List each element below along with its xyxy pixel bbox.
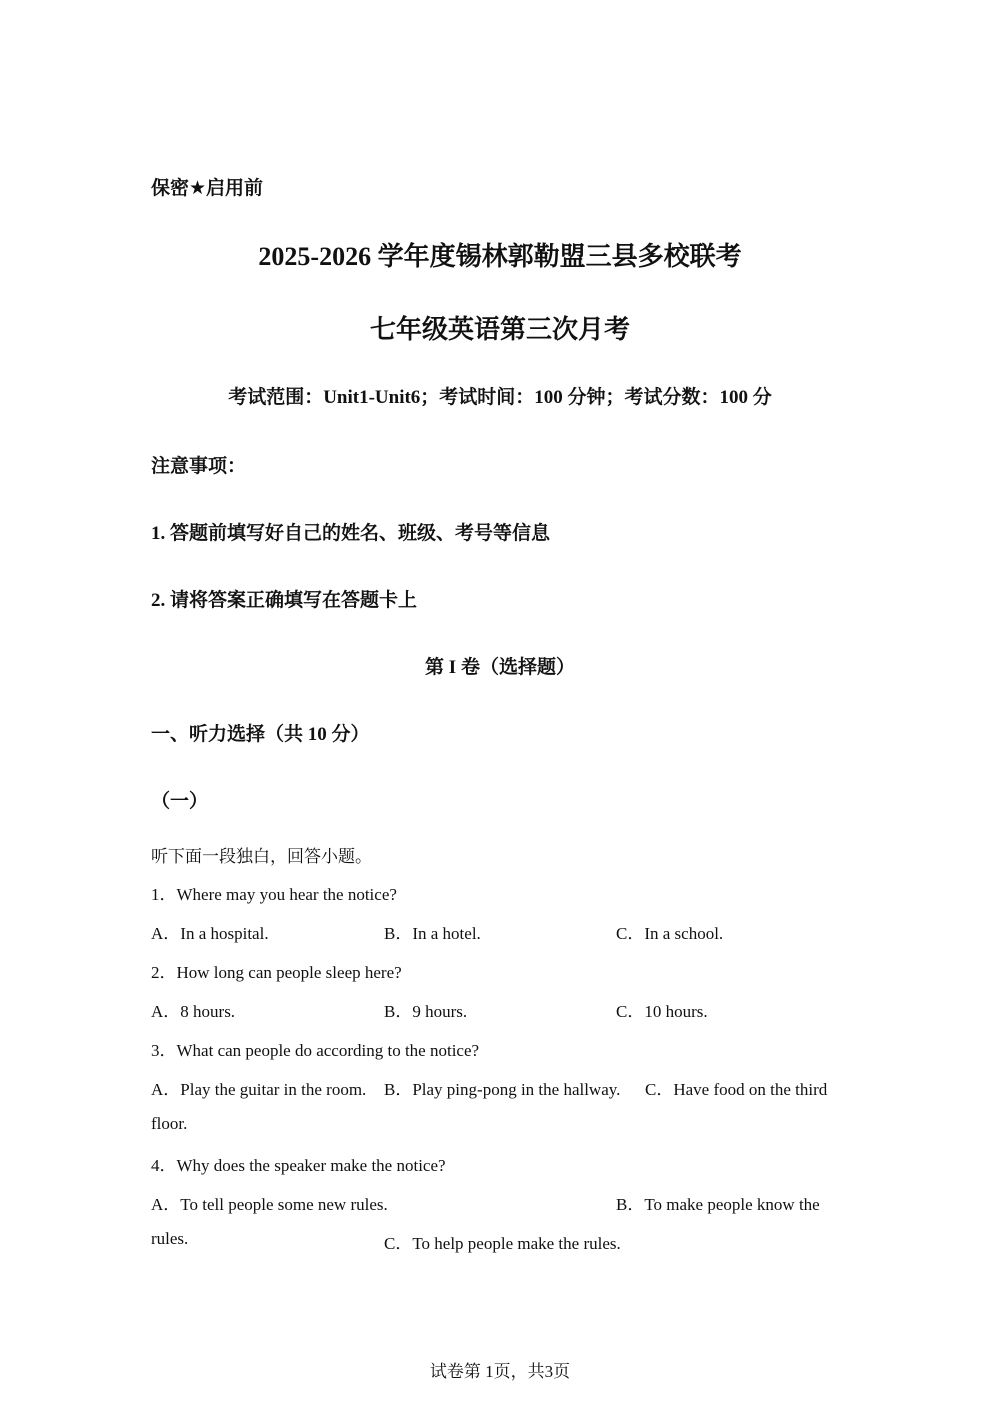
question-2-stem: 2．How long can people sleep here? (151, 963, 402, 982)
instruction-text: 听下面一段独白，回答小题。 (151, 847, 372, 866)
question-1-stem: 1．Where may you hear the notice? (151, 885, 397, 904)
note-item-2: 2. 请将答案正确填写在答题卡上 (151, 590, 418, 611)
question-4-option-b: B．To make people know the (616, 1195, 820, 1214)
question-4-option-b-cont: rules. (151, 1229, 189, 1248)
question-4-stem: 4．Why does the speaker make the notice? (151, 1156, 446, 1175)
section-heading: 一、听力选择（共 10 分） (151, 724, 370, 745)
question-1-option-a: A．In a hospital. (151, 924, 269, 943)
question-2-option-c: C．10 hours. (616, 1002, 708, 1021)
question-1-option-b: B．In a hotel. (384, 924, 481, 943)
question-2-option-a: A．8 hours. (151, 1002, 236, 1021)
confidential-label: 保密★启用前 (151, 177, 264, 199)
exam-title-line2: 七年级英语第三次月考 (369, 315, 630, 344)
note-item-1: 1. 答题前填写好自己的姓名、班级、考号等信息 (151, 523, 551, 544)
question-3-option-c-cont: floor. (151, 1114, 188, 1133)
question-3-option-c: C．Have food on the third (645, 1080, 828, 1099)
question-4-option-a: A．To tell people some new rules. (151, 1195, 388, 1214)
question-2-option-b: B．9 hours. (384, 1002, 468, 1021)
question-3-option-b: B．Play ping-pong in the hallway. (384, 1080, 621, 1099)
question-4-option-c: C．To help people make the rules. (384, 1234, 621, 1253)
volume-heading: 第 I 卷（选择题） (425, 657, 575, 678)
question-3-option-a: A．Play the guitar in the room. (151, 1080, 367, 1099)
exam-info: 考试范围：Unit1-Unit6；考试时间：100 分钟；考试分数：100 分 (228, 387, 772, 408)
notes-heading: 注意事项： (151, 456, 247, 477)
question-3-stem: 3．What can people do according to the notice? (151, 1041, 480, 1060)
question-1-option-c: C．In a school. (616, 924, 724, 943)
subsection-heading: （一） (151, 791, 209, 812)
page-footer: 试卷第 1页，共3页 (429, 1362, 571, 1381)
exam-title-line1: 2025-2026 学年度锡林郭勒盟三县多校联考 (258, 242, 742, 271)
